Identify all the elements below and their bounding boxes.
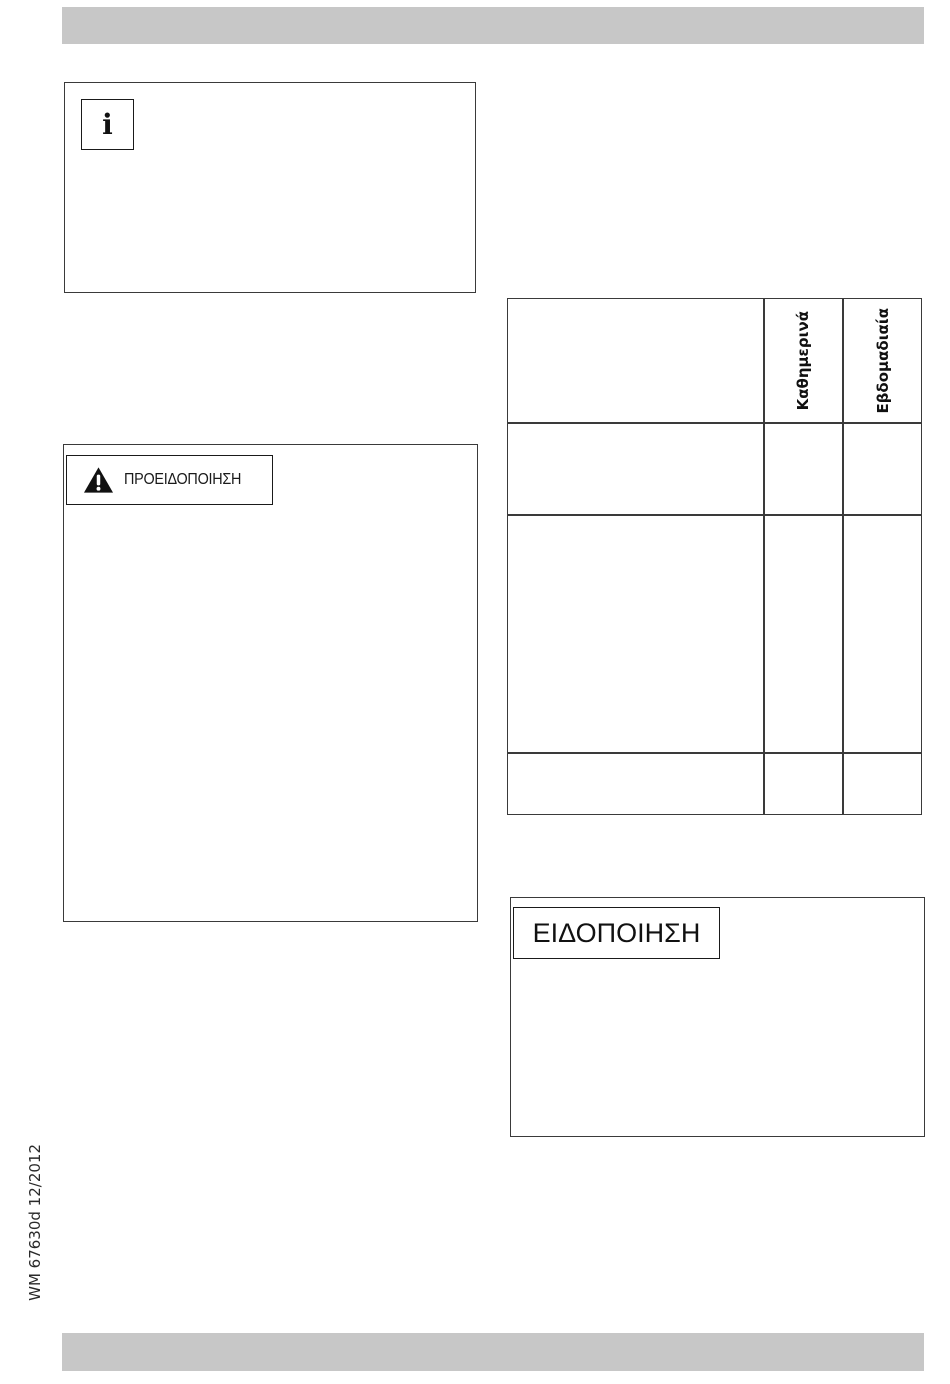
column-header-weekly-label: Εβδομαδιαία [874, 307, 892, 414]
info-icon [81, 99, 134, 150]
warning-triangle-icon [83, 466, 114, 494]
column-header-daily [764, 299, 842, 422]
table-header-divider [508, 422, 921, 424]
header-band [62, 7, 924, 44]
maintenance-schedule-table [507, 298, 922, 815]
footer-band [62, 1333, 924, 1371]
notice-label: ΕΙΔΟΠΟΙΗΣΗ [513, 907, 720, 959]
table-column-divider [842, 299, 844, 814]
column-header-daily-label: Καθημερινά [794, 310, 812, 411]
column-header-weekly [844, 299, 922, 422]
warning-label [66, 455, 273, 505]
document-code [20, 1140, 50, 1305]
table-column-divider [763, 299, 765, 814]
document-code-text: WM 67630d 12/2012 [26, 1144, 44, 1301]
warning-label-text: ΠΡΟΕΙΔΟΠΟΙΗΣΗ [124, 471, 242, 488]
table-row-divider [508, 514, 921, 516]
info-icon-glyph: i [102, 108, 113, 141]
warning-box [63, 444, 478, 922]
info-note-box [64, 82, 476, 293]
table-row-divider [508, 752, 921, 754]
notice-box [510, 897, 925, 1137]
